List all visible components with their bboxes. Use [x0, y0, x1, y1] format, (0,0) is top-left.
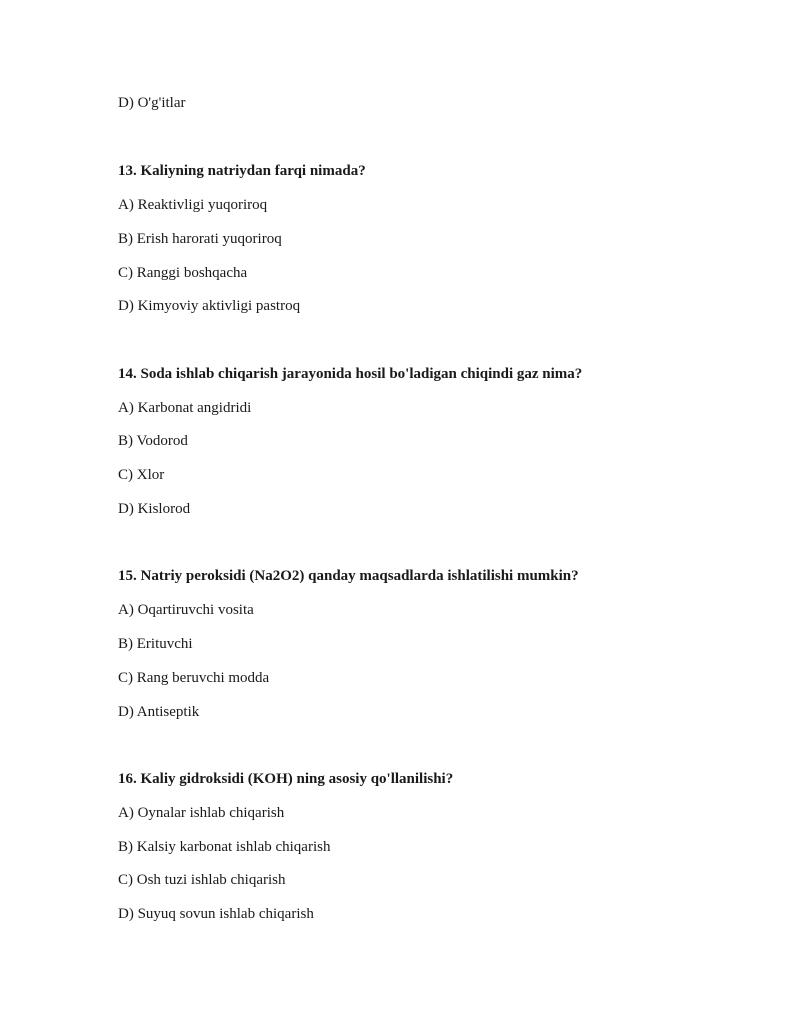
question-14: 14. Soda ishlab chiqarish jarayonida hosil bo'ladigan chiqindi gaz nima?: [118, 366, 583, 382]
question-15-option-c: C) Rang beruvchi modda: [118, 670, 270, 686]
question-13-option-c: C) Ranggi boshqacha: [118, 265, 248, 281]
question-14-option-a: A) Karbonat angidridi: [118, 400, 252, 416]
question-16-option-a: A) Oynalar ishlab chiqarish: [118, 805, 285, 821]
question-13-option-d: D) Kimyoviy aktivligi pastroq: [118, 298, 301, 314]
question-16-option-d: D) Suyuq sovun ishlab chiqarish: [118, 906, 314, 922]
question-13-option-a: A) Reaktivligi yuqoriroq: [118, 197, 268, 213]
question-16-option-c: C) Osh tuzi ishlab chiqarish: [118, 872, 286, 888]
question-16-option-b: B) Kalsiy karbonat ishlab chiqarish: [118, 839, 331, 855]
question-16: 16. Kaliy gidroksidi (KOH) ning asosiy qo'llanilishi?: [118, 771, 454, 787]
question-13-option-b: B) Erish harorati yuqoriroq: [118, 231, 282, 247]
option-d-prev: D) O'g'itlar: [118, 95, 186, 111]
question-14-option-b: B) Vodorod: [118, 433, 188, 449]
question-15-option-a: A) Oqartiruvchi vosita: [118, 602, 254, 618]
question-15: 15. Natriy peroksidi (Na2O2) qanday maqsadlarda ishlatilishi mumkin?: [118, 568, 579, 584]
question-15-option-d: D) Antiseptik: [118, 704, 200, 720]
question-14-option-c: C) Xlor: [118, 467, 165, 483]
question-14-option-d: D) Kislorod: [118, 501, 191, 517]
question-13: 13. Kaliyning natriydan farqi nimada?: [118, 163, 366, 179]
question-15-option-b: B) Erituvchi: [118, 636, 193, 652]
